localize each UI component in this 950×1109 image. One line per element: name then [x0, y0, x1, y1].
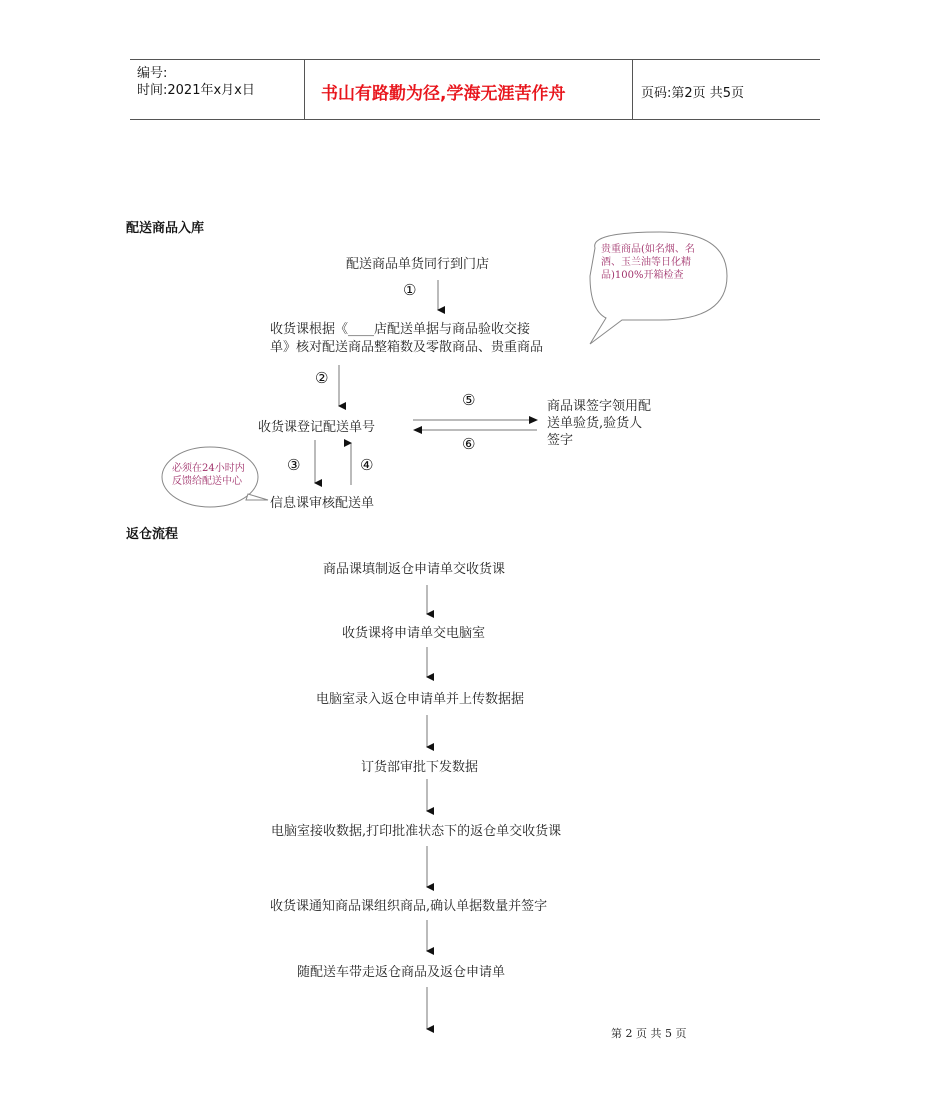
- header-page-label: 页码:第2页 共5页: [641, 86, 745, 101]
- step-sign-line1: 商品课签字领用配: [547, 399, 652, 414]
- step-number-1: ①: [403, 281, 417, 299]
- step-sign-line2: 送单验货,验货人: [547, 416, 643, 431]
- header-motto: 书山有路勤为径,学海无涯苦作舟: [321, 84, 566, 104]
- return-step-1: 商品课填制返仓申请单交收货课: [323, 562, 506, 577]
- step-register-number: 收货课登记配送单号: [258, 420, 376, 435]
- return-step-5: 电脑室接收数据,打印批准状态下的返仓单交收货课: [271, 824, 562, 839]
- step-number-6: ⑥: [462, 435, 476, 453]
- return-step-7: 随配送车带走返仓商品及返仓申请单: [297, 965, 506, 980]
- step-check-line1: 收货课根据《____店配送单据与商品验收交接: [270, 322, 531, 337]
- step-audit-delivery-note: 信息课审核配送单: [270, 496, 375, 511]
- return-step-4: 订货部审批下发数据: [361, 760, 479, 775]
- note-valuable-line1: 贵重商品(如名烟、名: [601, 244, 695, 255]
- note-valuable-line3: 品)100%开箱检查: [601, 270, 684, 281]
- step-number-5: ⑤: [462, 391, 476, 409]
- note-feedback-line1: 必须在24小时内: [172, 463, 245, 474]
- section-title-delivery-storage: 配送商品入库: [126, 221, 205, 236]
- return-step-3: 电脑室录入返仓申请单并上传数据据: [316, 692, 525, 707]
- note-feedback-line2: 反馈给配送中心: [172, 476, 242, 487]
- section-title-return-process: 返仓流程: [126, 527, 179, 542]
- step-deliver-to-store: 配送商品单货同行到门店: [346, 257, 490, 272]
- return-step-6: 收货课通知商品课组织商品,确认单据数量并签字: [270, 899, 548, 914]
- header-number-label: 编号:: [137, 66, 168, 81]
- footer-page-number: 第 2 页 共 5 页: [611, 1027, 687, 1040]
- step-sign-line3: 签字: [547, 433, 574, 448]
- step-check-line2: 单》核对配送商品整箱数及零散商品、贵重商品: [270, 340, 544, 355]
- note-bubble-feedback-tail: [246, 494, 268, 500]
- step-number-4: ④: [360, 456, 374, 474]
- step-number-2: ②: [315, 369, 329, 387]
- return-step-2: 收货课将申请单交电脑室: [342, 626, 486, 641]
- note-valuable-line2: 酒、玉兰油等日化精: [601, 257, 691, 268]
- header-time-label: 时间:2021年x月x日: [137, 83, 255, 98]
- step-number-3: ③: [287, 456, 301, 474]
